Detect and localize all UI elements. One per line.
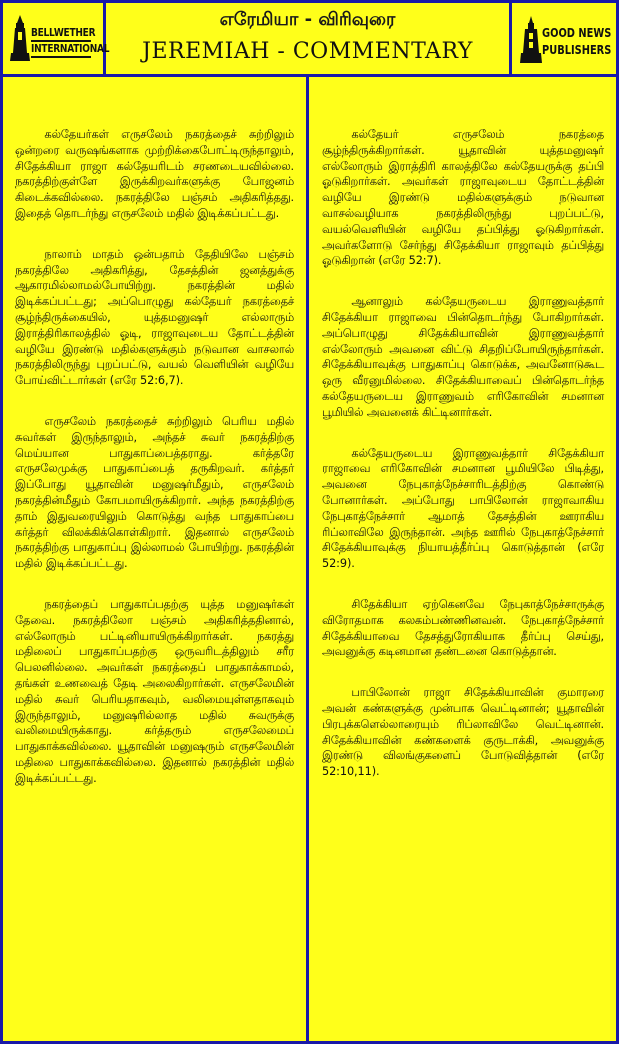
paragraph: எருசலேம் நகரத்தைச் சுற்றிலும் பெரிய மதில் சுவர்கள் இருந்தாலும், அந்தச் சுவர் நகரத்திற்கு மெய்யான பாதுகாப்பைத்தராது. கர்த்தரே எருசலேமுக்கு பாதுகாப்பைத் தருகிறவர். கர்த்தர் இப்போது யூதாவின் மனுஷர்மீதும், எருசலேம் நகரத்தின்மீதும் கோபமாயிருக்கிறார். அந்த நகரத்திற்கு தாம் இதுவரையிலும் கொடுத்து வந்த பாதுகாப்பை கர்த்தர் விலக்கிக்கொள்கிறார். இதனால் எருசலேம் நகரத்திற்கு பாதுகாப்பு இல்லாமல் போயிற்று. நகரத்தின் மதில் இடிக்கப்பட்டது.	[15, 414, 294, 571]
right-column	[312, 77, 616, 1044]
bell-tower-icon	[9, 13, 31, 63]
title-box	[106, 3, 512, 74]
paragraph: கல்தேயருடைய இராணுவத்தார் சிதேக்கியா ராஜாவை எரிகோவின் சமனான பூமியிலே பிடித்து, அவனை நேபுகாத்நேச்சாரிடத்திற்கு கொண்டு போனார்கள். அப்போது பாபிலோன் ராஜாவாகிய நேபுகாத்நேச்சார் ஆமாத் தேசத்தின் ஊராகிய ரிப்லாவிலே இருந்தான். அந்த ஊரில் நேபுகாத்நேச்சார் சிதேக்கியாவுக்கு நியாயத்தீர்ப்பு கொடுத்தான் (எரே 52:9).	[322, 446, 604, 571]
logo-line-2: INTERNATIONAL	[31, 42, 110, 55]
paragraph: ஆனாலும் கல்தேயருடைய இராணுவத்தார் சிதேக்கியா ராஜாவை பின்தொடர்ந்து போகிறார்கள். அப்பொழுது சிதேக்கியாவின் இராணுவத்தார் எல்லோரும் அவனை விட்டு சிதறிப்போயிருந்தார்கள். சிதேக்கியாவுக்கு பாதுகாப்பு கொடுக்க, அவனோடுகூட ஒரு வீரனுமில்லை. சிதேக்கியாவைப் பின்தொடர்ந்த கல்தேயருடைய இராணுவம் எரிகோவின் சமனான பூமியில் அவனைக் கிட்டினார்கள்.	[322, 295, 604, 419]
paragraph: நகரத்தைப் பாதுகாப்பதற்கு யுத்த மனுஷர்கள் தேவை. நகரத்திலோ பஞ்சம் அதிகரித்ததினால், எல்லோரும் பட்டினியாயிருக்கிறார்கள். நகரத்து மதிலைப் பாதுகாப்பதற்கு ஒருவரிடத்திலும் சரீர பெலனில்லை. அவர்கள் நகரத்தைப் பாதுகாக்காமல், தங்கள் உணவைத் தேடி அலைகிறார்கள். எருசலேமின் மதில் சுவர் பெரியதாகவும், வலிமையுள்ளதாகவும் இருந்தாலும், மனுஷரில்லாத மதில் சுவருக்கு வலிமையிருக்காது. கர்த்தரும் எருசலேமைப் பாதுகாக்கவில்லை. யூதாவின் மனுஷரும் எருசலேமின் மதிலை பாதுகாக்கவில்லை. இதனால் நகரத்தின் மதில் இடிக்கப்பட்டது.	[15, 597, 294, 785]
book-tower-icon	[520, 15, 542, 65]
logo-underline	[31, 56, 91, 58]
left-logo-box	[3, 3, 110, 74]
logo-line-1: GOOD NEWS	[542, 26, 612, 40]
title-tamil: எரேமியா - விரிவுரை	[219, 9, 396, 30]
paragraph: பாபிலோன் ராஜா சிதேக்கியாவின் குமாரரை அவன் கண்களுக்கு முன்பாக வெட்டினான்; யூதாவின் பிரபுக்களெல்லாரையும் ரிப்லாவிலே வெட்டினான். சிதேக்கியாவின் கண்களைக் குருடாக்கி, அவனுக்கு இரண்டு விலங்குகளைப் போடுவித்தான் (எரே 52:10,11).	[322, 686, 604, 779]
bellwether-logo	[9, 13, 110, 65]
title-english: JEREMIAH - COMMENTARY	[142, 39, 473, 64]
paragraph: நாலாம் மாதம் ஒன்பதாம் தேதியிலே பஞ்சம் நகரத்திலே அதிகரித்து, தேசத்தின் ஜனத்துக்கு ஆகாரமில்லாமல்போயிற்று. நகரத்தின் மதில் இடிக்கப்பட்டது; அப்பொழுது கல்தேயர் நகரத்தைச் சூழ்ந்திருக்கையில், யுத்தமனுஷர் எல்லாரும் இராத்திரிகாலத்தில் ஓடி, ராஜாவுடைய தோட்டத்தின் வழியே இரண்டு மதில்களுக்கும் நடுவான வாசலால் நகரத்திலிருந்து புறப்பட்டு, வயல் வெளியின் வழியே போய்விட்டார்கள் (எரே 52:6,7).	[15, 247, 294, 388]
logo-line-1: BELLWETHER	[31, 26, 96, 39]
logo-line-2: PUBLISHERS	[542, 43, 612, 57]
left-column	[3, 77, 309, 1044]
paragraph: கல்தேயர் எருசலேம் நகரத்தை சூழ்ந்திருக்கிறார்கள். யூதாவின் யுத்தமனுஷர் எல்லோரும் இராத்திரி காலத்திலே கல்தேயருக்கு தப்பி ஓடுகிறார்கள். அவர்கள் ராஜாவுடைய தோட்டத்தின் வழியே இரண்டு மதில்களுக்கும் நடுவான வாசல்வழியாக நகரத்திலிருந்து புறப்பட்டு, வயல்வெளியின் வழியே தப்பித்து ஓடுகிறார்கள். அவர்களோடு சேர்ந்து சிதேக்கியா ராஜாவும் தப்பித்து ஓடுகிறான் (எரே 52:7).	[322, 128, 604, 268]
page-header	[0, 0, 619, 77]
paragraph: கல்தேயர்கள் எருசலேம் நகரத்தைச் சுற்றிலும் ஒன்றரை வருஷங்களாக முற்றிக்கைபோட்டிருந்தாலும், சிதேக்கியா ராஜா கல்தேயரிடம் சரணடையவில்லை. நகரத்திற்குள்ளே இருக்கிறவர்களுக்கு போஜனம் கிடைக்கவில்லை. நகரத்திலே பஞ்சம் அதிகரித்தது. இதைத் தொடர்ந்து எருசலேம் மதில் இடிக்கப்பட்டது.	[15, 128, 294, 220]
good-news-logo	[518, 13, 610, 65]
right-logo-box	[512, 3, 616, 74]
paragraph: சிதேக்கியா ஏற்கெனவே நேபுகாத்நேச்சாருக்கு விரோதமாக கலகம்பண்ணினவன். நேபுகாத்நேச்சார் சிதேக்கியாவை தேசத்துரோகியாக தீர்ப்பு செய்து, அவனுக்கு கடினமான தண்டனை கொடுத்தான்.	[322, 597, 604, 659]
